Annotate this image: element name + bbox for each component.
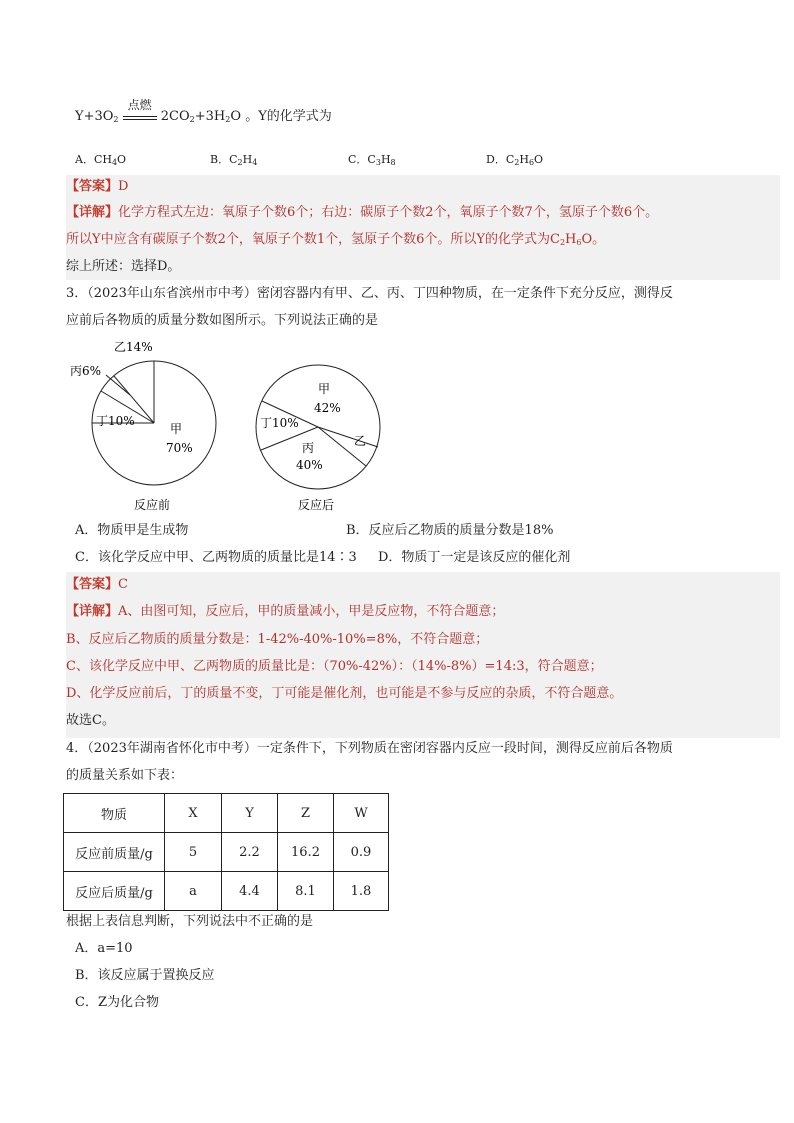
pie-after-caption: 反应后 [298, 498, 335, 512]
table-cell: a [165, 872, 222, 911]
eq-left-sub: 2 [113, 115, 119, 124]
q3-summary: 故选C。 [66, 713, 115, 728]
q3-answer-label: 【答案】 [66, 577, 119, 592]
q3-option-b: B．反应后乙物质的质量分数是18% [346, 523, 554, 538]
eq-equal-sign [123, 116, 157, 120]
q3-detail-a-text: A、由图可知，反应后，甲的质量减小，甲是反应物，不符合题意； [118, 604, 505, 619]
mass-table [63, 793, 389, 911]
pie-after-ding-label: 丁10% [260, 416, 299, 430]
q2-option-c-sub2: 8 [390, 158, 396, 167]
q2-detail-line1 [66, 204, 658, 222]
q2-option-d-mid: H [519, 153, 529, 166]
q2-detail-text1: 化学方程式左边：氧原子个数6个；右边：碳原子个数2个，氧原子个数7个，氢原子个数6个。 [118, 205, 659, 220]
q4-option-c: C．Z为化合物 [75, 995, 159, 1010]
q3-answer-box [66, 572, 780, 738]
q2-option-b-sub1: 2 [237, 158, 243, 167]
q4-after-table: 根据上表信息判断，下列说法中不正确的是 [66, 914, 314, 929]
table-cell: 1.8 [334, 872, 389, 911]
table-header-cell: Z [278, 794, 334, 833]
table-cell: 2.2 [222, 833, 278, 872]
q3-detail-a [66, 603, 504, 621]
q4-stem-line2: 的质量关系如下表： [66, 768, 184, 783]
q2-option-c-sub1: 3 [375, 158, 381, 167]
q2-option-a-text: A．CH [75, 153, 112, 166]
pie-before-ding-label: 丁10% [96, 414, 135, 428]
q2-option-b-mid: H [242, 153, 253, 166]
q2-option-a-sub: 4 [111, 158, 118, 167]
q4-option-b: B．该反应属于置换反应 [75, 968, 215, 983]
eq-tail: 。Y的化学式为 [245, 109, 332, 124]
q3-stem-line2: 应前后各物质的质量分数如图所示。下列说法正确的是 [66, 313, 379, 328]
pie-before-jia-pct: 70% [166, 441, 193, 455]
q4-stem-line1: 4．（2023年湖南省怀化市中考）一定条件下，下列物质在密闭容器内反应一段时间，测得反应前后各物质 [66, 741, 673, 756]
q2-detail-text2b: H [565, 232, 577, 247]
pie-chart-after [250, 335, 390, 520]
q3-detail-label: 【详解】 [66, 604, 119, 619]
q2-option-d-text: D．C [486, 153, 515, 166]
q2-detail-label: 【详解】 [66, 205, 119, 220]
q2-detail-text2c: O。 [581, 232, 606, 247]
eq-right-b: +3H [194, 109, 226, 124]
q2-option-d [486, 151, 543, 167]
table-cell: 5 [165, 833, 222, 872]
q3-detail-d: D、化学反应前后，丁的质量不变，丁可能是催化剂，也可能是不参与反应的杂质，不符合题意。 [66, 686, 623, 701]
pie-after-bing-pct: 40% [296, 458, 323, 472]
q2-option-b-text: B．C [210, 153, 238, 166]
eq-right-b-sub: 2 [225, 115, 231, 124]
table-header-cell: 物质 [64, 794, 165, 833]
table-header-cell: X [165, 794, 222, 833]
q2-option-c-mid: H [380, 153, 391, 166]
q2-option-d-tail: O [534, 153, 544, 166]
q3-detail-b: B、反应后乙物质的质量分数是：1-42%-40%-10%=8%，不符合题意； [66, 632, 489, 647]
q3-answer [66, 576, 128, 594]
pie-after-bing-label: 丙 [302, 441, 315, 455]
table-row [64, 833, 389, 872]
q2-detail-text2a: 所以Y中应含有碳原子个数2个，氧原子个数1个，氢原子个数6个。所以Y的化学式为C [66, 232, 560, 247]
eq-right-a-sub: 2 [189, 115, 195, 124]
q2-answer-label: 【答案】 [66, 179, 119, 194]
table-cell: 0.9 [334, 833, 389, 872]
q2-option-b-sub2: 4 [252, 158, 258, 167]
table-header-cell: Y [222, 794, 278, 833]
q4-option-a: A．a=10 [75, 941, 133, 956]
q3-stem-line1: 3．（2023年山东省滨州市中考）密闭容器内有甲、乙、丙、丁四种物质，在一定条件下充分反应，测得反 [66, 286, 673, 301]
q3-option-d: D．物质丁一定是该反应的催化剂 [378, 550, 571, 565]
q2-equation [75, 98, 332, 129]
eq-right-a: 2CO [160, 109, 190, 124]
q2-detail-line2 [66, 231, 605, 252]
table-cell: 反应前质量/g [64, 833, 165, 872]
q2-option-d-sub1: 2 [514, 158, 520, 167]
q2-answer [66, 178, 128, 196]
pie-before-bing-label: 丙6% [70, 364, 102, 378]
q3-answer-value: C [118, 577, 128, 592]
table-header-cell: W [334, 794, 389, 833]
q2-detail-sub2: 6 [576, 238, 582, 247]
eq-condition-block [123, 98, 157, 120]
pie-before-yi-label: 乙14% [114, 340, 153, 354]
pie-before-caption: 反应前 [134, 498, 171, 512]
pie-after-jia-label: 甲 [318, 382, 331, 396]
q2-option-a [75, 151, 126, 167]
pie-after-yi-label: 乙 [354, 434, 367, 448]
q3-option-a: A．物质甲是生成物 [75, 523, 189, 538]
pie-after-divider-jia-yi [318, 427, 378, 447]
q2-option-c [348, 151, 396, 167]
eq-left: Y+3O [75, 109, 114, 124]
table-cell: 16.2 [278, 833, 334, 872]
q3-detail-c: C、该化学反应中甲、乙两物质的质量比是：（70%-42%）：（14%-8%）=14:3，符合题意； [66, 659, 603, 674]
table-cell: 反应后质量/g [64, 872, 165, 911]
table-header-row [64, 794, 389, 833]
pie-before-leader-bing [106, 375, 130, 395]
q2-answer-value: D [118, 179, 129, 194]
table-cell: 4.4 [222, 872, 278, 911]
table-row [64, 872, 389, 911]
q2-option-b [210, 151, 257, 167]
table-cell: 8.1 [278, 872, 334, 911]
q2-option-d-sub2: 6 [528, 158, 535, 167]
q2-summary: 综上所述：选择D。 [66, 259, 181, 274]
pie-chart-before [60, 335, 230, 520]
eq-right-c: O [230, 109, 242, 124]
q3-option-c: C．该化学反应中甲、乙两物质的质量比是14∶3 [75, 550, 357, 565]
q2-option-a-tail: O [117, 153, 127, 166]
pie-before-jia-label: 甲 [170, 422, 183, 436]
q2-detail-sub1: 2 [559, 238, 566, 247]
q2-option-c-text: C．C [348, 153, 376, 166]
pie-after-jia-pct: 42% [314, 401, 341, 415]
eq-condition: 点燃 [127, 98, 152, 112]
